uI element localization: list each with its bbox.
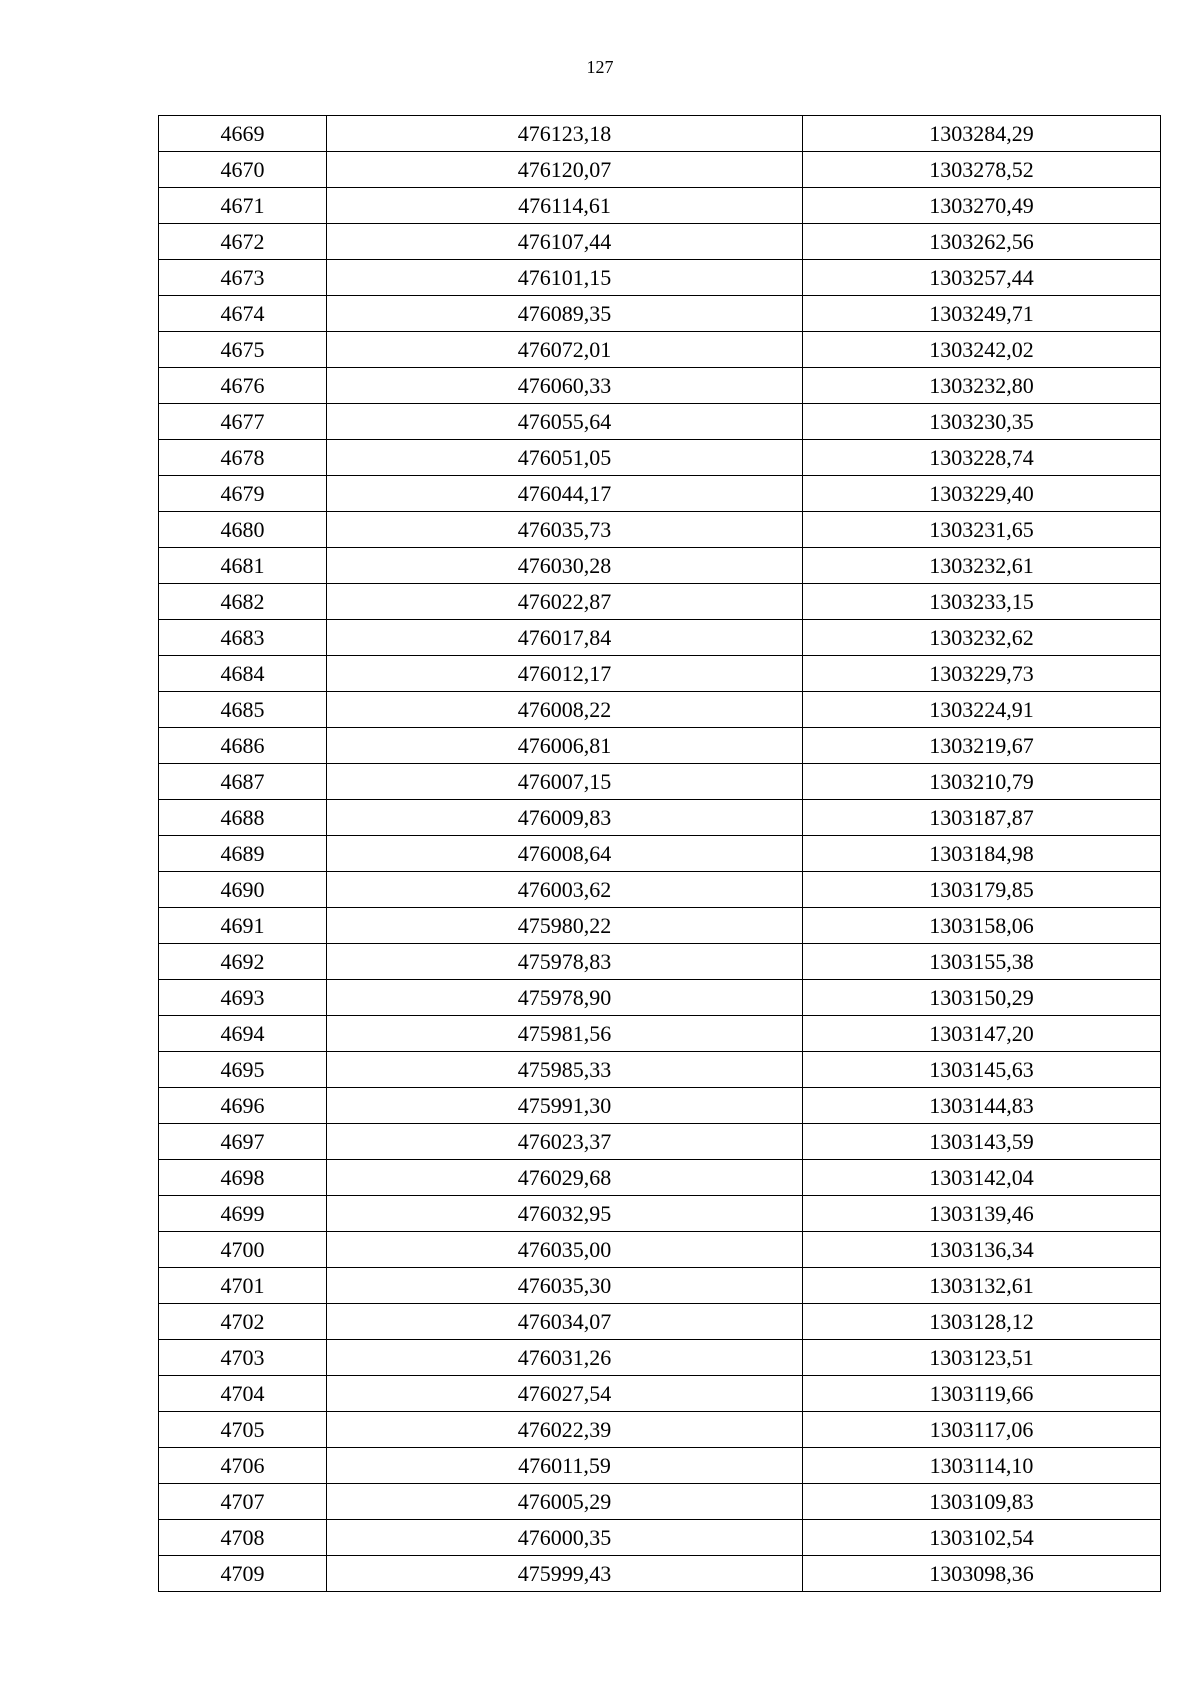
- table-row: [159, 1196, 1161, 1232]
- x-coordinate-cell: 476032,95: [327, 1196, 803, 1232]
- x-coordinate-cell: 475999,43: [327, 1556, 803, 1592]
- y-coordinate-cell: 1303145,63: [803, 1052, 1161, 1088]
- table-row: [159, 1484, 1161, 1520]
- table-row: [159, 152, 1161, 188]
- x-coordinate-cell: 476114,61: [327, 188, 803, 224]
- x-coordinate-cell: 476012,17: [327, 656, 803, 692]
- x-coordinate-cell: 476030,28: [327, 548, 803, 584]
- point-number-cell: 4708: [159, 1520, 327, 1556]
- x-coordinate-cell: 476009,83: [327, 800, 803, 836]
- x-coordinate-cell: 476008,22: [327, 692, 803, 728]
- table-row: [159, 656, 1161, 692]
- x-coordinate-cell: 476035,00: [327, 1232, 803, 1268]
- y-coordinate-cell: 1303224,91: [803, 692, 1161, 728]
- x-coordinate-cell: 476027,54: [327, 1376, 803, 1412]
- table-row: [159, 512, 1161, 548]
- point-number-cell: 4674: [159, 296, 327, 332]
- point-number-cell: 4691: [159, 908, 327, 944]
- y-coordinate-cell: 1303233,15: [803, 584, 1161, 620]
- y-coordinate-cell: 1303257,44: [803, 260, 1161, 296]
- y-coordinate-cell: 1303228,74: [803, 440, 1161, 476]
- point-number-cell: 4687: [159, 764, 327, 800]
- x-coordinate-cell: 476051,05: [327, 440, 803, 476]
- point-number-cell: 4692: [159, 944, 327, 980]
- table-row: [159, 1376, 1161, 1412]
- x-coordinate-cell: 476123,18: [327, 116, 803, 152]
- point-number-cell: 4696: [159, 1088, 327, 1124]
- x-coordinate-cell: 476060,33: [327, 368, 803, 404]
- y-coordinate-cell: 1303229,40: [803, 476, 1161, 512]
- page-number: 127: [586, 57, 614, 77]
- point-number-cell: 4683: [159, 620, 327, 656]
- point-number-cell: 4671: [159, 188, 327, 224]
- table-row: [159, 1160, 1161, 1196]
- point-number-cell: 4670: [159, 152, 327, 188]
- x-coordinate-cell: 476022,87: [327, 584, 803, 620]
- y-coordinate-cell: 1303155,38: [803, 944, 1161, 980]
- point-number-cell: 4672: [159, 224, 327, 260]
- table-row: [159, 1304, 1161, 1340]
- table-row: [159, 1412, 1161, 1448]
- point-number-cell: 4697: [159, 1124, 327, 1160]
- y-coordinate-cell: 1303187,87: [803, 800, 1161, 836]
- y-coordinate-cell: 1303102,54: [803, 1520, 1161, 1556]
- x-coordinate-cell: 476031,26: [327, 1340, 803, 1376]
- point-number-cell: 4700: [159, 1232, 327, 1268]
- point-number-cell: 4682: [159, 584, 327, 620]
- y-coordinate-cell: 1303143,59: [803, 1124, 1161, 1160]
- y-coordinate-cell: 1303147,20: [803, 1016, 1161, 1052]
- y-coordinate-cell: 1303249,71: [803, 296, 1161, 332]
- y-coordinate-cell: 1303210,79: [803, 764, 1161, 800]
- y-coordinate-cell: 1303117,06: [803, 1412, 1161, 1448]
- x-coordinate-cell: 476023,37: [327, 1124, 803, 1160]
- point-number-cell: 4673: [159, 260, 327, 296]
- table-row: [159, 944, 1161, 980]
- y-coordinate-cell: 1303179,85: [803, 872, 1161, 908]
- x-coordinate-cell: 476072,01: [327, 332, 803, 368]
- x-coordinate-cell: 476008,64: [327, 836, 803, 872]
- y-coordinate-cell: 1303278,52: [803, 152, 1161, 188]
- x-coordinate-cell: 476107,44: [327, 224, 803, 260]
- table-row: [159, 404, 1161, 440]
- table-row: [159, 1052, 1161, 1088]
- coordinates-table-body: [159, 116, 1161, 1592]
- table-row: [159, 224, 1161, 260]
- table-row: [159, 1556, 1161, 1592]
- table-row: [159, 980, 1161, 1016]
- table-row: [159, 872, 1161, 908]
- table-row: [159, 620, 1161, 656]
- x-coordinate-cell: 476120,07: [327, 152, 803, 188]
- y-coordinate-cell: 1303123,51: [803, 1340, 1161, 1376]
- y-coordinate-cell: 1303114,10: [803, 1448, 1161, 1484]
- y-coordinate-cell: 1303219,67: [803, 728, 1161, 764]
- point-number-cell: 4706: [159, 1448, 327, 1484]
- table-row: [159, 1448, 1161, 1484]
- y-coordinate-cell: 1303262,56: [803, 224, 1161, 260]
- point-number-cell: 4678: [159, 440, 327, 476]
- table-row: [159, 440, 1161, 476]
- point-number-cell: 4686: [159, 728, 327, 764]
- point-number-cell: 4703: [159, 1340, 327, 1376]
- point-number-cell: 4707: [159, 1484, 327, 1520]
- x-coordinate-cell: 476022,39: [327, 1412, 803, 1448]
- table-row: [159, 800, 1161, 836]
- table-row: [159, 1016, 1161, 1052]
- y-coordinate-cell: 1303229,73: [803, 656, 1161, 692]
- y-coordinate-cell: 1303242,02: [803, 332, 1161, 368]
- x-coordinate-cell: 476089,35: [327, 296, 803, 332]
- x-coordinate-cell: 475991,30: [327, 1088, 803, 1124]
- point-number-cell: 4680: [159, 512, 327, 548]
- point-number-cell: 4669: [159, 116, 327, 152]
- y-coordinate-cell: 1303150,29: [803, 980, 1161, 1016]
- point-number-cell: 4704: [159, 1376, 327, 1412]
- y-coordinate-cell: 1303142,04: [803, 1160, 1161, 1196]
- table-row: [159, 260, 1161, 296]
- table-row: [159, 476, 1161, 512]
- point-number-cell: 4676: [159, 368, 327, 404]
- y-coordinate-cell: 1303136,34: [803, 1232, 1161, 1268]
- y-coordinate-cell: 1303232,62: [803, 620, 1161, 656]
- table-row: [159, 1232, 1161, 1268]
- point-number-cell: 4702: [159, 1304, 327, 1340]
- table-row: [159, 1268, 1161, 1304]
- y-coordinate-cell: 1303232,61: [803, 548, 1161, 584]
- x-coordinate-cell: 476000,35: [327, 1520, 803, 1556]
- x-coordinate-cell: 476007,15: [327, 764, 803, 800]
- point-number-cell: 4677: [159, 404, 327, 440]
- y-coordinate-cell: 1303230,35: [803, 404, 1161, 440]
- table-row: [159, 332, 1161, 368]
- table-row: [159, 728, 1161, 764]
- x-coordinate-cell: 475978,90: [327, 980, 803, 1016]
- point-number-cell: 4699: [159, 1196, 327, 1232]
- y-coordinate-cell: 1303139,46: [803, 1196, 1161, 1232]
- x-coordinate-cell: 476035,30: [327, 1268, 803, 1304]
- x-coordinate-cell: 476005,29: [327, 1484, 803, 1520]
- x-coordinate-cell: 476044,17: [327, 476, 803, 512]
- table-row: [159, 1520, 1161, 1556]
- y-coordinate-cell: 1303184,98: [803, 836, 1161, 872]
- y-coordinate-cell: 1303158,06: [803, 908, 1161, 944]
- y-coordinate-cell: 1303144,83: [803, 1088, 1161, 1124]
- table-row: [159, 1124, 1161, 1160]
- x-coordinate-cell: 476017,84: [327, 620, 803, 656]
- point-number-cell: 4695: [159, 1052, 327, 1088]
- x-coordinate-cell: 476011,59: [327, 1448, 803, 1484]
- table-row: [159, 764, 1161, 800]
- y-coordinate-cell: 1303109,83: [803, 1484, 1161, 1520]
- coordinates-table: [158, 115, 1161, 1592]
- point-number-cell: 4688: [159, 800, 327, 836]
- point-number-cell: 4689: [159, 836, 327, 872]
- table-row: [159, 368, 1161, 404]
- y-coordinate-cell: 1303231,65: [803, 512, 1161, 548]
- x-coordinate-cell: 476034,07: [327, 1304, 803, 1340]
- x-coordinate-cell: 476101,15: [327, 260, 803, 296]
- table-row: [159, 836, 1161, 872]
- x-coordinate-cell: 475978,83: [327, 944, 803, 980]
- y-coordinate-cell: 1303098,36: [803, 1556, 1161, 1592]
- table-row: [159, 1088, 1161, 1124]
- point-number-cell: 4705: [159, 1412, 327, 1448]
- x-coordinate-cell: 475981,56: [327, 1016, 803, 1052]
- point-number-cell: 4679: [159, 476, 327, 512]
- x-coordinate-cell: 475985,33: [327, 1052, 803, 1088]
- table-row: [159, 296, 1161, 332]
- point-number-cell: 4675: [159, 332, 327, 368]
- point-number-cell: 4685: [159, 692, 327, 728]
- table-row: [159, 1340, 1161, 1376]
- point-number-cell: 4681: [159, 548, 327, 584]
- point-number-cell: 4690: [159, 872, 327, 908]
- x-coordinate-cell: 476055,64: [327, 404, 803, 440]
- table-row: [159, 548, 1161, 584]
- x-coordinate-cell: 476029,68: [327, 1160, 803, 1196]
- point-number-cell: 4694: [159, 1016, 327, 1052]
- y-coordinate-cell: 1303232,80: [803, 368, 1161, 404]
- x-coordinate-cell: 476035,73: [327, 512, 803, 548]
- point-number-cell: 4684: [159, 656, 327, 692]
- y-coordinate-cell: 1303128,12: [803, 1304, 1161, 1340]
- table-row: [159, 116, 1161, 152]
- point-number-cell: 4698: [159, 1160, 327, 1196]
- point-number-cell: 4701: [159, 1268, 327, 1304]
- point-number-cell: 4693: [159, 980, 327, 1016]
- y-coordinate-cell: 1303119,66: [803, 1376, 1161, 1412]
- x-coordinate-cell: 476006,81: [327, 728, 803, 764]
- table-row: [159, 908, 1161, 944]
- point-number-cell: 4709: [159, 1556, 327, 1592]
- y-coordinate-cell: 1303284,29: [803, 116, 1161, 152]
- table-row: [159, 692, 1161, 728]
- table-row: [159, 584, 1161, 620]
- x-coordinate-cell: 475980,22: [327, 908, 803, 944]
- table-row: [159, 188, 1161, 224]
- x-coordinate-cell: 476003,62: [327, 872, 803, 908]
- y-coordinate-cell: 1303132,61: [803, 1268, 1161, 1304]
- y-coordinate-cell: 1303270,49: [803, 188, 1161, 224]
